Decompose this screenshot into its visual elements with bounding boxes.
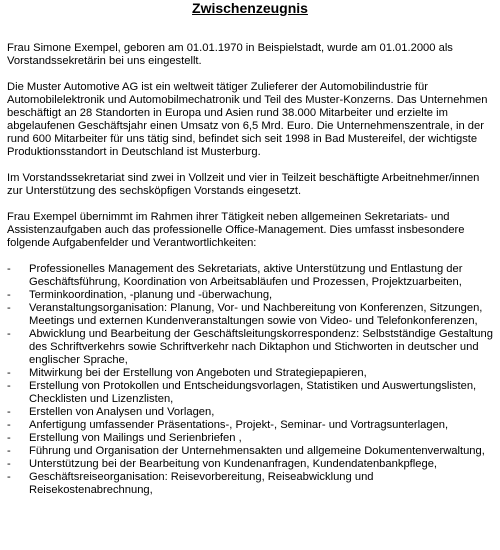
task-text: Terminkoordination, -planung und -überwachung, — [29, 289, 273, 301]
task-item — [7, 367, 493, 380]
task-item — [7, 445, 493, 458]
task-text: Anfertigung umfassender Präsentations-, Projekt-, Seminar- und Vortragsunterlagen, — [29, 419, 449, 431]
task-text: Erstellen von Analysen und Vorlagen, — [29, 406, 215, 418]
task-item — [7, 302, 493, 328]
document-body — [7, 42, 493, 497]
tasks-intro-paragraph: Frau Exempel übernimmt im Rahmen ihrer Tätigkeit neben allgemeinen Sekretariats- und Assistenzaufgaben auch das professionelle Office-Management. Dies umfasst insbesondere folgende Aufgabenfelder und Verantwortlichkeiten: — [7, 211, 465, 249]
list-dash: - — [7, 419, 11, 431]
list-dash: - — [7, 406, 11, 418]
list-dash: - — [7, 367, 11, 379]
task-text: Geschäftsreiseorganisation: Reisevorbereitung, Reiseabwicklung und Reisekostenabrechnung, — [29, 471, 374, 496]
task-text: Führung und Organisation der Unternehmensakten und allgemeine Dokumentenverwaltung, — [29, 445, 485, 457]
task-item — [7, 406, 493, 419]
list-dash: - — [7, 380, 11, 392]
task-list — [7, 263, 493, 497]
list-dash: - — [7, 445, 11, 457]
list-dash: - — [7, 289, 11, 301]
task-item — [7, 471, 493, 497]
task-text: Professionelles Management des Sekretariats, aktive Unterstützung und Entlastung der Geschäftsführung, Koordination von Arbeitsabläufen und Prozessen, Projektzuarbeiten, — [29, 263, 463, 288]
document-title: Zwischenzeugnis — [192, 0, 308, 16]
list-dash: - — [7, 432, 11, 444]
secretariat-paragraph: Im Vorstandssekretariat sind zwei in Vollzeit und vier in Teilzeit beschäftigte Arbeitnehmer/innen zur Unterstützung des sechsköpfigen Vorstands eingesetzt. — [7, 172, 480, 197]
task-text: Erstellung von Mailings und Serienbriefen , — [29, 432, 242, 444]
intro-paragraph: Frau Simone Exempel, geboren am 01.01.1970 in Beispielstadt, wurde am 01.01.2000 als Vorstandssekretärin bei uns eingestellt. — [7, 42, 453, 67]
task-text: Erstellung von Protokollen und Entscheidungsvorlagen, Statistiken und Auswertungslisten, Checklisten und Lizenzlisten, — [29, 380, 477, 405]
task-text: Veranstaltungsorganisation: Planung, Vor- und Nachbereitung von Konferenzen, Sitzungen, Meetings und externen Kundenveranstaltungen sowie von Video- und Telefonkonferenzen, — [29, 302, 483, 327]
task-text: Mitwirkung bei der Erstellung von Angeboten und Strategiepapieren, — [29, 367, 367, 379]
task-item — [7, 289, 493, 302]
list-dash: - — [7, 328, 11, 340]
list-dash: - — [7, 458, 11, 470]
list-dash: - — [7, 471, 11, 483]
task-text: Abwicklung und Bearbeitung der Geschäftsleitungskorrespondenz: Selbstständige Gestaltung des Schriftverkehrs sowie Schriftverkehr nach Diktaphon und Stichworten in deutscher und englischer Sprache, — [29, 328, 493, 366]
list-dash: - — [7, 302, 11, 314]
list-dash: - — [7, 263, 11, 275]
task-text: Unterstützung bei der Bearbeitung von Kundenanfragen, Kundendatenbankpflege, — [29, 458, 438, 470]
task-item — [7, 380, 493, 406]
task-item — [7, 419, 493, 432]
task-item — [7, 328, 493, 367]
task-item — [7, 263, 493, 289]
task-item — [7, 432, 493, 445]
task-item — [7, 458, 493, 471]
company-paragraph: Die Muster Automotive AG ist ein weltweit tätiger Zulieferer der Automobilindustrie für Automobilelektronik und Automobilmechatronik und Teil des Muster-Konzerns. Das Unternehmen beschäftigt an 28 Standorten in Europa und Asien rund 38.000 Mitarbeiter und erzielte im abgelaufenen Geschäftsjahr einen Umsatz von 6,5 Mrd. Euro. Die Unternehmenszentrale, in der rund 600 Mitarbeiter für uns tätig sind, befindet sich seit 1998 in Bad Mustereifel, der wichtigste Produktionsstandort in Deutschland ist Musterburg. — [7, 81, 488, 158]
